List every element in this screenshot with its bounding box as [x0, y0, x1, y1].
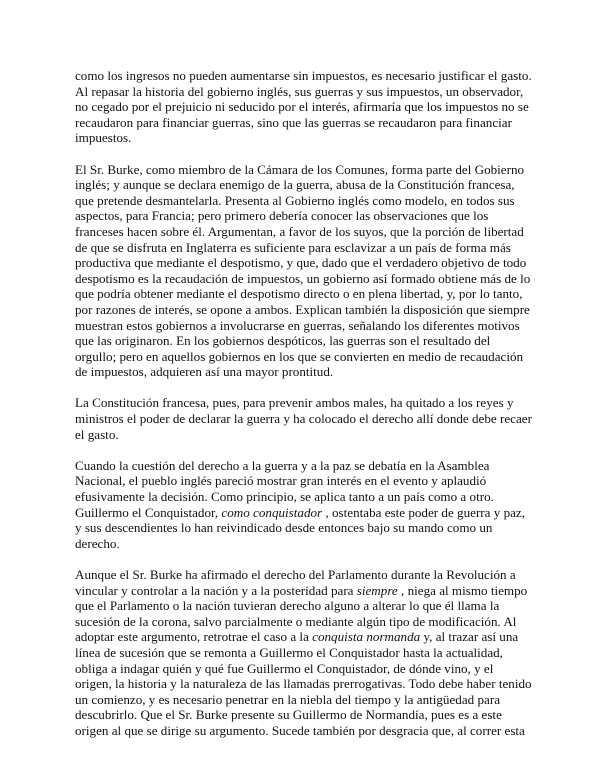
paragraph-text: Aunque el Sr. Burke ha afirmado el derecho del Parlamento durante la Revolución a vincular y controlar a la nación y a la posteridad para: [75, 567, 516, 598]
paragraph-text: , niega al mismo tiempo que el Parlamento o la nación tuvieran derecho alguno a alterar lo que él llama la sucesión de la corona, salvo parcialmente o mediante algún tipo de modificación. Al adoptar este argumento, retrotrae el caso a la: [75, 582, 528, 645]
document-page: [75, 68, 533, 739]
paragraph-text: La Constitución francesa, pues, para prevenir ambos males, ha quitado a los reyes y ministros el poder de declarar la guerra y ha colocado el derecho allí donde debe recaer el gasto.: [75, 395, 532, 442]
paragraph-text: como los ingresos no pueden aumentarse sin impuestos, es necesario justificar el gasto. Al repasar la historia del gobierno inglés, sus guerras y sus impuestos, un observador, no cegado por el prejuicio ni seducido por el interés, afirmaría que los impuestos no se recaudaron para financiar guerras, sino que las guerras se recaudaron para financiar impuestos.: [75, 68, 532, 146]
paragraph: [75, 458, 533, 552]
paragraph: [75, 395, 533, 442]
italic-phrase: conquista normanda: [312, 629, 421, 645]
paragraph-text: Cuando la cuestión del derecho a la guerra y a la paz se debatía en la Asamblea Nacional, el pueblo inglés pareció mostrar gran interés en el evento y aplaudió efusivamente la decisión. Como principio, se aplica tanto a un país como a otro. Guillermo el Conquistador,: [75, 457, 494, 520]
italic-phrase: como conquistador: [221, 504, 323, 520]
italic-phrase: siempre: [356, 582, 398, 598]
paragraph: [75, 162, 533, 380]
paragraph: [75, 68, 533, 146]
paragraph-text: El Sr. Burke, como miembro de la Cámara de los Comunes, forma parte del Gobierno inglés; y aunque se declara enemigo de la guerra, abusa de la Constitución francesa, que pretende desmantelarla. Presenta al Gobierno inglés como modelo, en todos sus aspectos, para Francia; pero primero debería conocer las observaciones que los franceses hacen sobre él. Argumentan, a favor de los suyos, que la porción de libertad de que se disfruta en Inglaterra es suficiente para esclavizar a un país de forma más productiva que mediante el despotismo, y que, dado que el verdadero objetivo de todo despotismo es la recaudación de impuestos, un gobierno así formado obtiene más de lo que podría obtener mediante el despotismo directo o en plena libertad, y, por lo tanto, por razones de interés, se opone a ambos. Explican también la disposición que siempre muestran estos gobiernos a involucrarse en guerras, señalando los diferentes motivos que las originaron. En los gobiernos despóticos, las guerras son el resultado del orgullo; pero en aquellos gobiernos en los que se convierten en medio de recaudación de impuestos, adquieren así una mayor prontitud.: [75, 161, 531, 380]
paragraph-text: y, al trazar así una línea de sucesión que se remonta a Guillermo el Conquistador hasta la actualidad, obliga a indagar quién y qué fue Guillermo el Conquistador, de dónde vino, y el origen, la historia y la naturaleza de las llamadas prerrogativas. Todo debe haber tenido un comienzo, y es necesario penetrar en la niebla del tiempo y la antigüedad para descubrirlo. Que el Sr. Burke presente su Guillermo de Normandía, pues es a este origen al que se dirige su argumento. Sucede también por desgracia que, al correr esta: [75, 629, 532, 738]
paragraph-text: , ostentaba este poder de guerra y paz, y sus descendientes lo han reivindicado desde entonces bajo su mando como un derecho.: [75, 504, 526, 551]
paragraph: [75, 567, 533, 739]
